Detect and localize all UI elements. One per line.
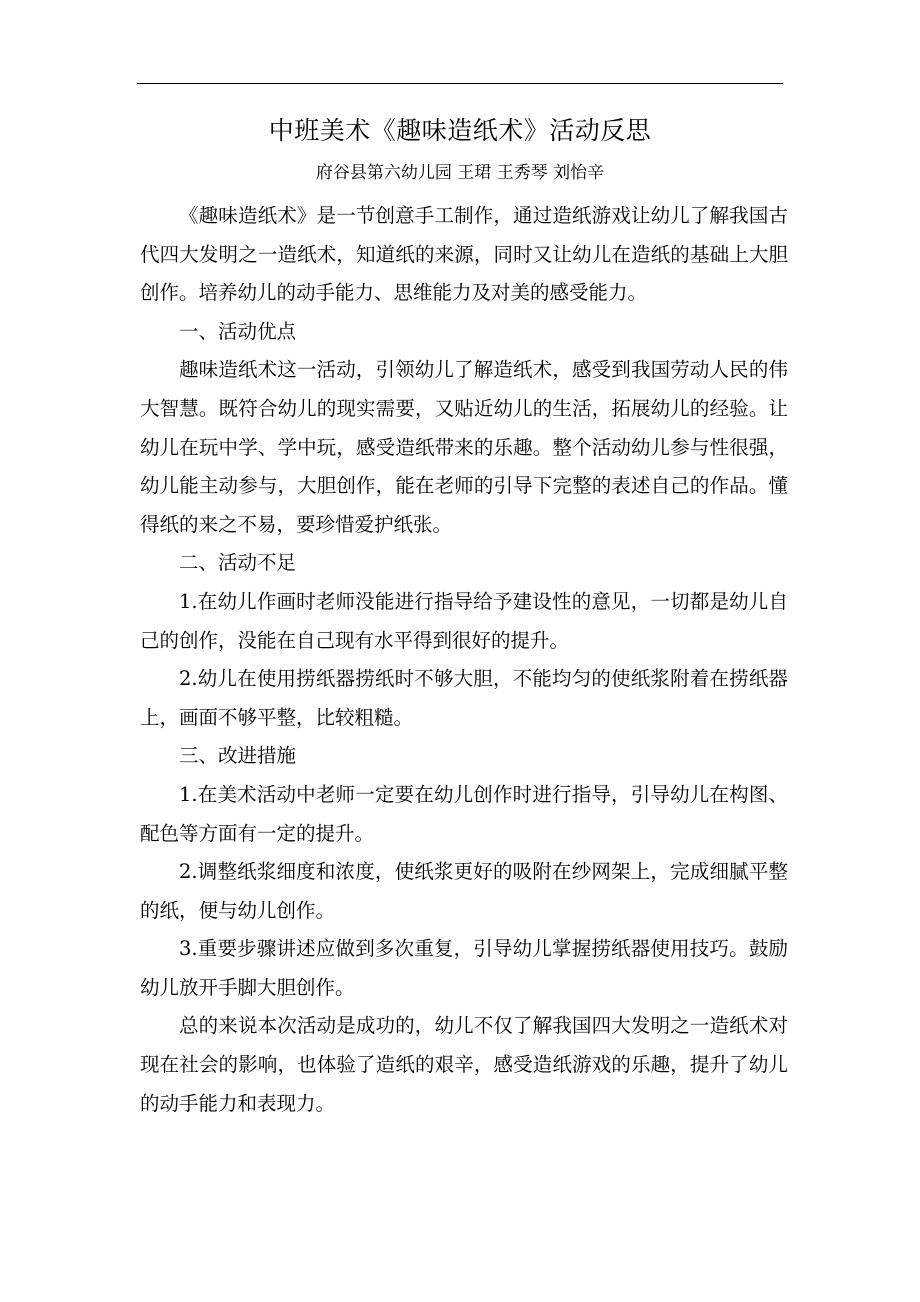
- shortcoming-item-2: 2.幼儿在使用捞纸器捞纸时不够大胆，不能均匀的使纸浆附着在捞纸器上，画面不够平整，比较粗糙。: [140, 667, 788, 729]
- document-body: [140, 197, 788, 1123]
- intro-paragraph: 《趣味造纸术》是一节创意手工制作，通过造纸游戏让幼儿了解我国古代四大发明之一造纸术，知道纸的来源，同时又让幼儿在造纸的基础上大胆创作。培养幼儿的动手能力、思维能力及对美的感受能力。: [140, 204, 788, 305]
- section-heading-improvements: 三、改进措施: [179, 744, 297, 768]
- improvement-item-2: 2.调整纸浆细度和浓度，使纸浆更好的吸附在纱网架上，完成细腻平整的纸，便与幼儿创作。: [140, 860, 788, 922]
- section-heading-strengths: 一、活动优点: [179, 319, 297, 343]
- section-heading-shortcomings: 二、活动不足: [179, 551, 297, 575]
- improvement-item-3: 3.重要步骤讲述应做到多次重复，引导幼儿掌握捞纸器使用技巧。鼓励幼儿放开手脚大胆创作。: [140, 937, 788, 999]
- document-authors: 府谷县第六幼儿园 王珺 王秀琴 刘怡辛: [315, 163, 605, 183]
- improvement-item-1: 1.在美术活动中老师一定要在幼儿创作时进行指导，引导幼儿在构图、配色等方面有一定的提升。: [140, 782, 788, 845]
- shortcoming-item-1: 1.在幼儿作画时老师没能进行指导给予建设性的意见，一切都是幼儿自己的创作，没能在自己现有水平得到很好的提升。: [140, 589, 788, 652]
- strengths-paragraph: 趣味造纸术这一活动，引领幼儿了解造纸术，感受到我国劳动人民的伟大智慧。既符合幼儿的现实需要，又贴近幼儿的生活，拓展幼儿的经验。让幼儿在玩中学、学中玩，感受造纸带来的乐趣。整个活动幼儿参与性很强，幼儿能主动参与，大胆创作，能在老师的引导下完整的表述自己的作品。懂得纸的来之不易，要珍惜爱护纸张。: [140, 358, 788, 536]
- document-title: 中班美术《趣味造纸术》活动反思: [268, 116, 652, 145]
- conclusion-paragraph: 总的来说本次活动是成功的，幼儿不仅了解我国四大发明之一造纸术对现在社会的影响，也体验了造纸的艰辛，感受造纸游戏的乐趣，提升了幼儿的动手能力和表现力。: [140, 1014, 788, 1115]
- header-rule: [137, 83, 783, 84]
